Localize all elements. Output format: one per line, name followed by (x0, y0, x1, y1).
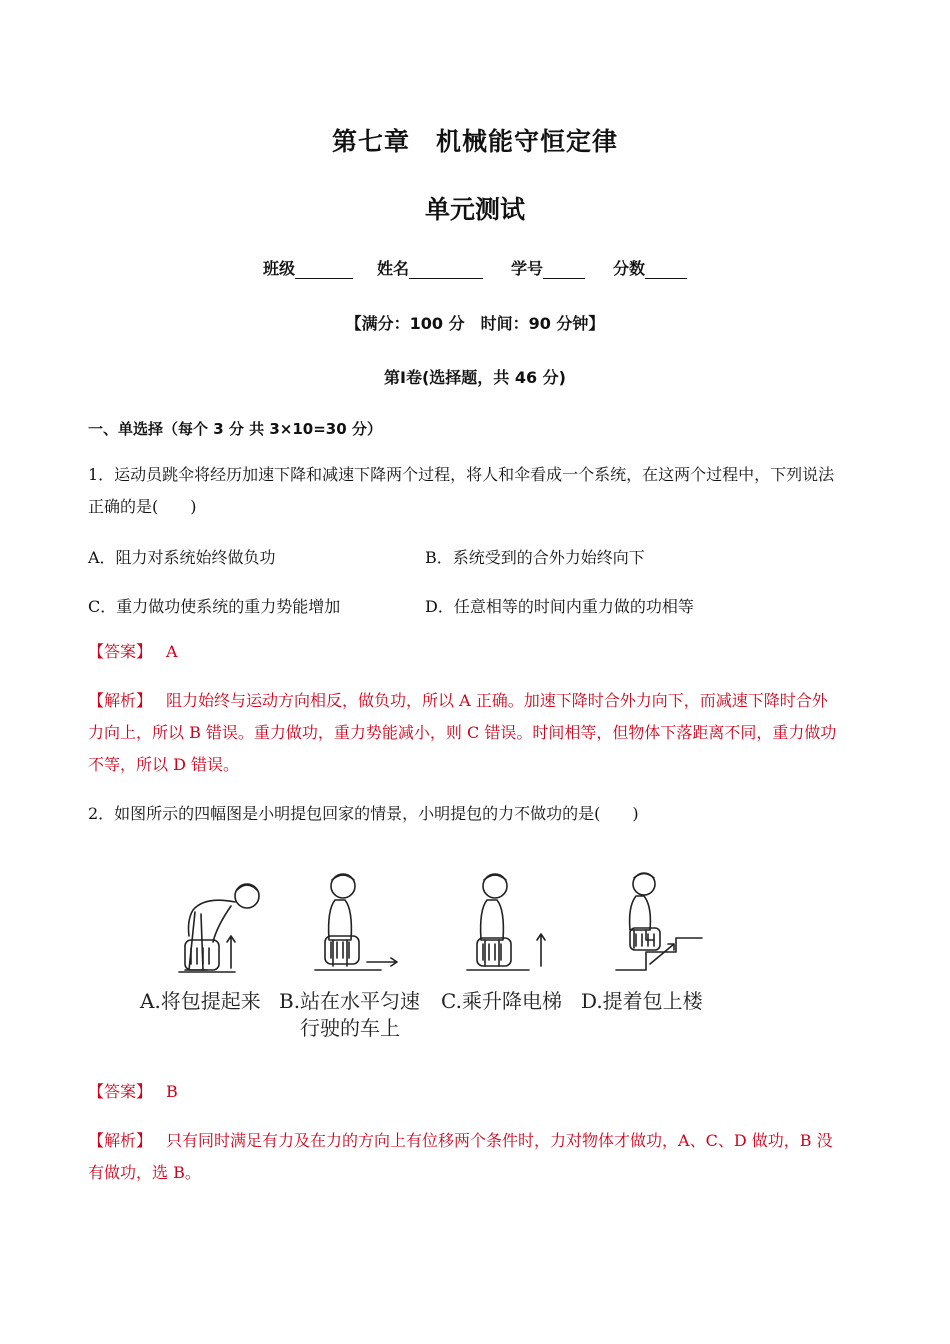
analysis-line-2: 有做功，选 B。 (88, 1163, 201, 1182)
student-id-blank[interactable] (543, 262, 585, 279)
answer-tag: 【答案】 (88, 1082, 153, 1101)
score-label: 分数 (613, 259, 646, 278)
question-1-line-1: 1．运动员跳伞将经历加速下降和减速下降两个过程，将人和伞看成一个系统，在这两个过程中，下列说法 (88, 465, 835, 484)
question-1-answer (88, 636, 868, 668)
question-2-analysis (88, 1125, 868, 1189)
question-1-stem (88, 459, 868, 523)
analysis-line-2: 力向上，所以 B 错误。重力做功，重力势能减小，则 C 错误。时间相等，但物体下落距离不同，重力做功 (88, 723, 837, 742)
panel-d-illustration (616, 873, 702, 970)
name-label: 姓名 (376, 259, 409, 278)
analysis-tag: 【解析】 (88, 1131, 153, 1150)
analysis-line-1: 阻力始终与运动方向相反，做负功，所以 A 正确。加速下降时合外力向下，而减速下降时合外 (166, 691, 828, 710)
caption-a: A.将包提起来 (140, 989, 261, 1013)
question-1-line-2: 正确的是( ) (88, 497, 197, 516)
unit-test-title: 单元测试 (424, 195, 525, 224)
class-field[interactable] (263, 256, 353, 279)
name-blank[interactable] (409, 262, 483, 279)
analysis-line-3: 不等，所以 D 错误。 (88, 755, 240, 774)
student-id-label: 学号 (511, 259, 544, 278)
question-2-stem: 2．如图所示的四幅图是小明提包回家的情景，小明提包的力不做功的是( ) (88, 804, 639, 823)
question-1-option-a[interactable]: A．阻力对系统始终做负功 (88, 548, 276, 567)
panel-a-illustration (179, 884, 259, 972)
student-id-field[interactable] (511, 256, 585, 279)
answer-tag: 【答案】 (88, 642, 153, 661)
analysis-line-1: 只有同时满足有力及在力的方向上有位移两个条件时，力对物体才做功，A、C、D 做功，B 没 (166, 1131, 833, 1150)
question-1-option-b[interactable]: B．系统受到的合外力始终向下 (425, 548, 645, 567)
name-field[interactable] (377, 256, 483, 279)
caption-b-line-1: B.站在水平匀速 (279, 989, 421, 1013)
chapter-title: 第七章 机械能守恒定律 (331, 127, 618, 156)
score-blank[interactable] (645, 262, 687, 279)
caption-d: D.提着包上楼 (581, 989, 703, 1013)
class-blank[interactable] (295, 262, 353, 279)
score-field[interactable] (613, 256, 687, 279)
class-label: 班级 (262, 259, 295, 278)
question-2-figure (135, 862, 725, 1042)
question-1-analysis (88, 685, 868, 781)
panel-c-illustration (467, 874, 545, 970)
question-2-answer (88, 1076, 868, 1108)
student-info-row (0, 256, 950, 279)
volume-title: 第Ⅰ卷(选择题，共 46 分) (384, 368, 566, 387)
answer-value: A (166, 642, 178, 661)
answer-value: B (166, 1082, 178, 1101)
panel-b-illustration (315, 874, 397, 970)
exam-meta: 【满分：100 分 时间：90 分钟】 (345, 314, 605, 333)
caption-b-line-2: 行驶的车上 (300, 1016, 400, 1040)
question-1-option-c[interactable]: C．重力做功使系统的重力势能增加 (88, 597, 341, 616)
question-1-option-d[interactable]: D．任意相等的时间内重力做的功相等 (425, 597, 694, 616)
caption-c: C.乘升降电梯 (441, 989, 562, 1013)
section-title: 一、单选择（每个 3 分 共 3×10=30 分） (88, 420, 382, 438)
analysis-tag: 【解析】 (88, 691, 153, 710)
